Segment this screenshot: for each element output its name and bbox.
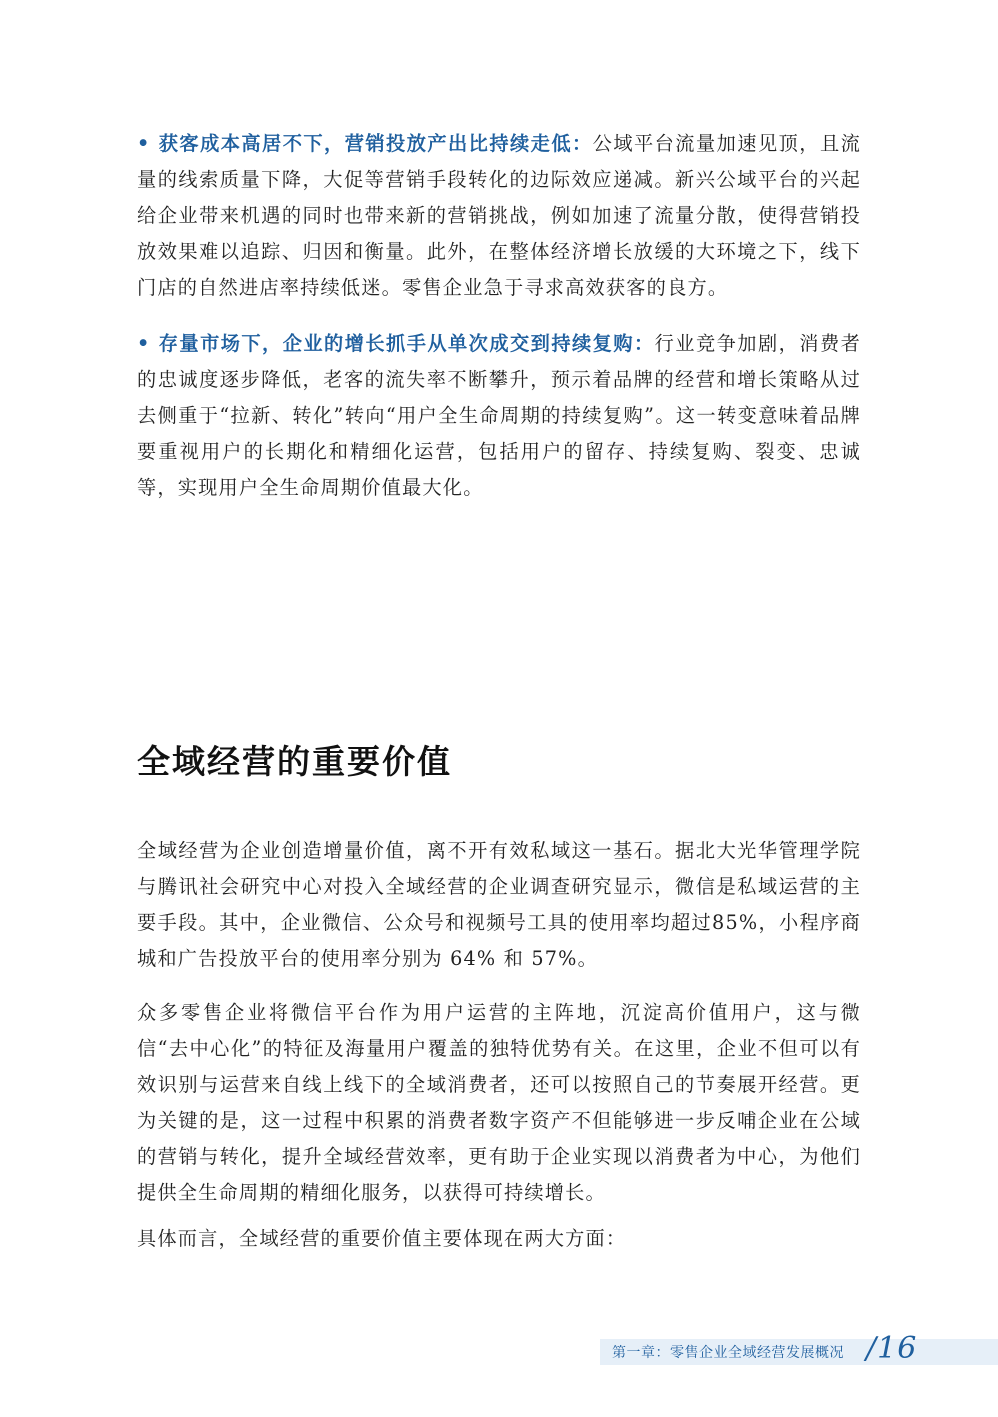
section-title: 全域经营的重要价值	[137, 742, 452, 781]
bullet-text: 公域平台流量加速见顶，且流量的线索质量下降，大促等营销手段转化的边际效应递减。新兴公域平台的兴起给企业带来机遇的同时也带来新的营销挑战，例如加速了流量分散，使得营销投放效果难以追踪、归因和衡量。此外，在整体经济增长放缓的大环境之下，线下门店的自然进店率持续低迷。零售企业急于寻求高效获客的良方。	[137, 132, 861, 299]
bullet-text: 行业竞争加剧，消费者的忠诚度逐步降低，老客的流失率不断攀升，预示着品牌的经营和增长策略从过去侧重于“拉新、转化”转向“用户全生命周期的持续复购”。这一转变意味着品牌要重视用户的长期化和精细化运营，包括用户的留存、持续复购、裂变、忠诚等，实现用户全生命周期价值最大化。	[137, 332, 861, 499]
section-body	[137, 833, 861, 1257]
bullet-item	[137, 326, 861, 506]
paragraph: 具体而言，全域经营的重要价值主要体现在两大方面：	[137, 1227, 627, 1250]
footer-chapter: 第一章：零售企业全域经营发展概况	[612, 1345, 844, 1361]
bullet-item	[137, 126, 861, 306]
bullet-title: 存量市场下，企业的增长抓手从单次成交到持续复购：	[158, 332, 655, 355]
bullet-marker: •	[137, 132, 151, 155]
bullet-list	[137, 126, 861, 506]
bullet-marker: •	[137, 332, 151, 355]
paragraph: 众多零售企业将微信平台作为用户运营的主阵地，沉淀高价值用户，这与微信“去中心化”的特征及海量用户覆盖的独特优势有关。在这里，企业不但可以有效识别与运营来自线上线下的全域消费者，还可以按照自己的节奏展开经营。更为关键的是，这一过程中积累的消费者数字资产不但能够进一步反哺企业在公域的营销与转化，提升全域经营效率，更有助于企业实现以消费者为中心，为他们提供全生命周期的精细化服务，以获得可持续增长。	[137, 1001, 861, 1204]
page-number: /16	[866, 1331, 918, 1366]
bullet-title: 获客成本高居不下，营销投放产出比持续走低：	[158, 132, 593, 155]
paragraph: 全域经营为企业创造增量价值，离不开有效私域这一基石。据北大光华管理学院与腾讯社会研究中心对投入全域经营的企业调查研究显示，微信是私域运营的主要手段。其中，企业微信、公众号和视频号工具的使用率均超过85%，小程序商城和广告投放平台的使用率分别为 64% 和 57%。	[137, 839, 861, 970]
